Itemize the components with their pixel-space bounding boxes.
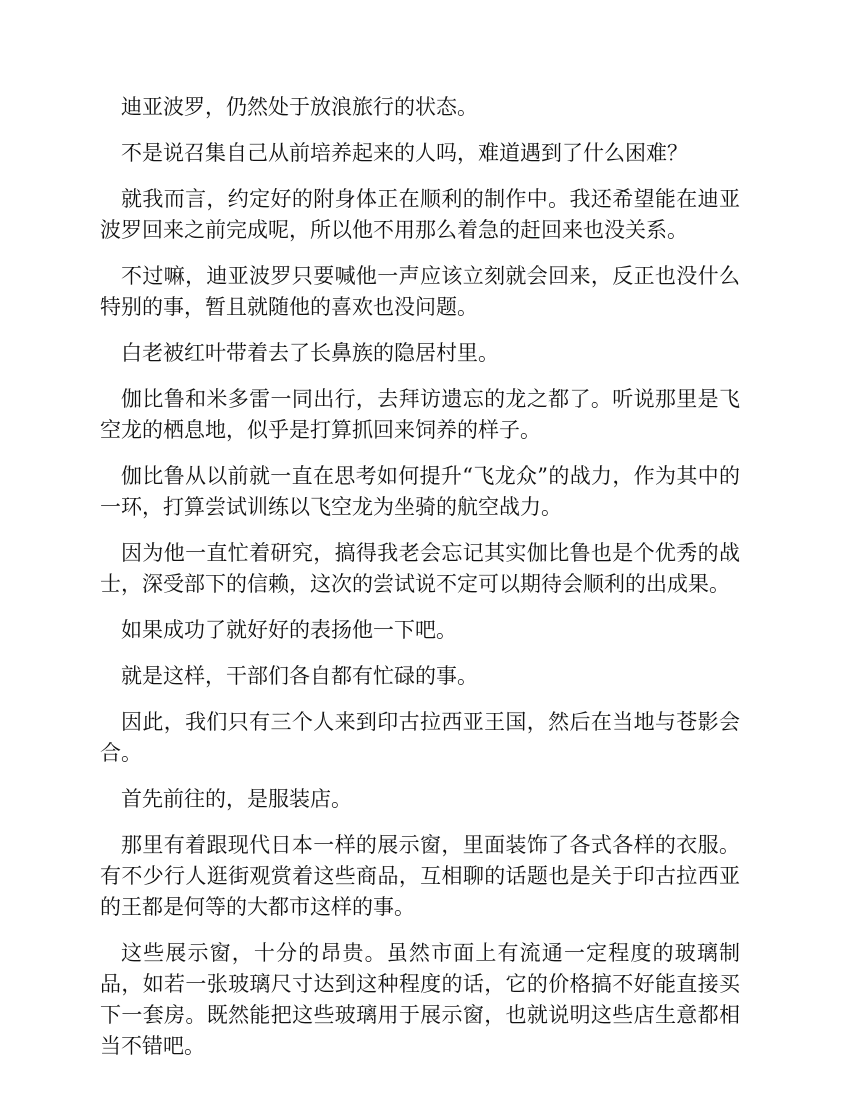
paragraph: 那里有着跟现代日本一样的展示窗，里面装饰了各式各样的衣服。有不少行人逛街观赏着这些商品，互相聊的话题也是关于印古拉西亚的王都是何等的大都市这样的事。	[100, 833, 740, 919]
paragraph: 迪亚波罗，仍然处于放浪旅行的状态。	[121, 95, 478, 119]
paragraph: 不是说召集自己从前培养起来的人吗，难道遇到了什么困难？	[121, 141, 688, 165]
paragraph: 白老被红叶带着去了长鼻族的隐居村里。	[121, 341, 499, 365]
paragraph: 首先前往的，是服装店。	[121, 787, 352, 811]
paragraph: 如果成功了就好好的表扬他一下吧。	[121, 618, 457, 642]
document-body	[100, 92, 740, 1077]
paragraph: 这些展示窗，十分的昂贵。虽然市面上有流通一定程度的玻璃制品，如若一张玻璃尺寸达到这种程度的话，它的价格搞不好能直接买下一套房。既然能把这些玻璃用于展示窗，也就说明这些店生意都相当不错吧。	[100, 941, 740, 1058]
paragraph: 伽比鲁从以前就一直在思考如何提升“飞龙众”的战力，作为其中的一环，打算尝试训练以飞空龙为坐骑的航空战力。	[100, 464, 740, 519]
paragraph: 伽比鲁和米多雷一同出行，去拜访遗忘的龙之都了。听说那里是飞空龙的栖息地，似乎是打算抓回来饲养的样子。	[100, 387, 740, 442]
paragraph: 因为他一直忙着研究，搞得我老会忘记其实伽比鲁也是个优秀的战士，深受部下的信赖，这次的尝试说不定可以期待会顺利的出成果。	[100, 541, 740, 596]
paragraph: 就我而言，约定好的附身体正在顺利的制作中。我还希望能在迪亚波罗回来之前完成呢，所以他不用那么着急的赶回来也没关系。	[100, 187, 740, 242]
paragraph: 就是这样，干部们各自都有忙碌的事。	[121, 664, 478, 688]
paragraph: 不过嘛，迪亚波罗只要喊他一声应该立刻就会回来，反正也没什么特别的事，暂且就随他的喜欢也没问题。	[100, 264, 740, 319]
paragraph: 因此，我们只有三个人来到印古拉西亚王国，然后在当地与苍影会合。	[100, 710, 740, 765]
